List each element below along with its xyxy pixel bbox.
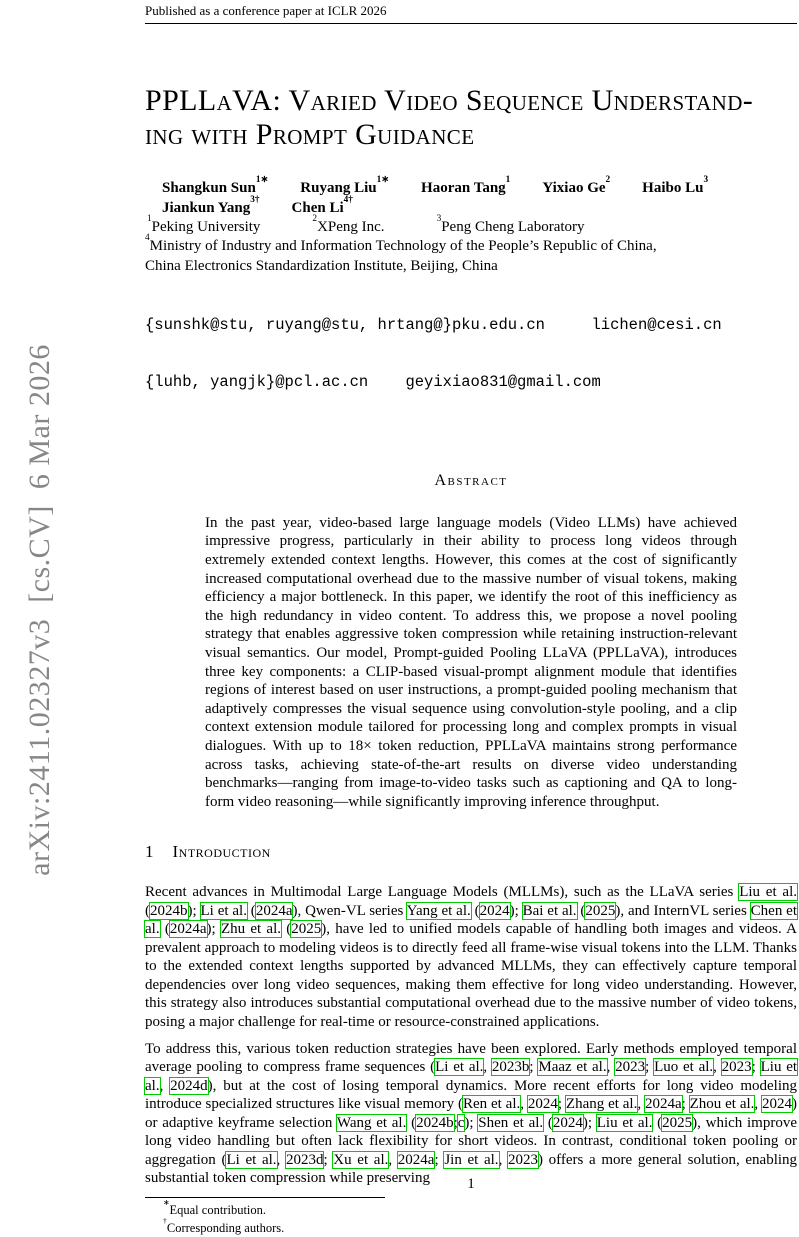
citation-link[interactable]: Xu et al. (333, 1151, 389, 1168)
abstract-heading: Abstract (434, 471, 508, 489)
citation-link[interactable]: 2023 (615, 1059, 646, 1076)
affiliation-line-3: China Electronics Standardization Institute, Beijing, China (145, 257, 498, 274)
citation-link[interactable]: Maaz et al. (538, 1059, 607, 1076)
email-line-1: {sunshk@stu, ruyang@stu, hrtang@}pku.edu.cn lichen@cesi.cn (145, 315, 722, 334)
affiliation-line-2 (145, 233, 797, 256)
citation-link[interactable]: Ren et al. (463, 1096, 521, 1113)
email-line-2: {luhb, yangjk}@pcl.ac.cn geyixiao831@gmail.com (145, 372, 601, 391)
footnote-rule (145, 1197, 385, 1198)
citation-link[interactable]: 2024 (527, 1096, 558, 1113)
citation-link[interactable]: 2023 (507, 1151, 538, 1168)
citation-link[interactable]: Li et al. (435, 1059, 484, 1076)
citation-link[interactable]: 2025 (585, 902, 616, 919)
citation-link[interactable]: 2024a (169, 921, 207, 938)
page-number: 1 (467, 1176, 475, 1192)
arxiv-watermark: arXiv:2411.02327v3 [cs.CV] 6 Mar 2026 (23, 344, 56, 876)
citation-link[interactable]: 2024b (150, 902, 188, 919)
paper-content (145, 0, 797, 1237)
citation-link[interactable]: Li et al. (200, 902, 247, 919)
citation-link[interactable]: 2024 (479, 902, 510, 919)
paper-title (145, 84, 797, 152)
abstract-text: In the past year, video-based large language models (Video LLMs) have achieved impressive progress, particularly in their ability to process long videos through extremely extended context lengths. However, this comes at the cost of significantly increased computational overhead due to the massive number of visual tokens, making efficiency a major bottleneck. In this paper, we identify the root of this inefficiency as the high redundancy in video content. To address this, we propose a novel pooling strategy that enables aggressive token compression while retaining instruction-relevant visual semantics. Our model, Prompt-guided Pooling LLaVA (PPLLaVA), introduces three key components: a CLIP-based visual-prompt alignment module that identifies regions of interest based on user instructions, a prompt-guided pooling mechanism that adaptively compresses the visual sequence using convolution-style pooling, and a clip context extension module tailored for processing long and complex prompts in visual dialogues. With up to 18× token reduction, PPLLaVA maintains strong performance across tasks, achieving state-of-the-art results on diverse video understanding benchmarks—ranging from image-to-video tasks such as captioning and QA to long-form video reasoning—while significantly improving inference throughput. (205, 514, 737, 810)
author-name: Jiankun Yang$^{3\dagger}$ (162, 195, 260, 216)
citation-link[interactable]: Liu et al. (145, 1059, 798, 1094)
citation-link[interactable]: 2024 (552, 1114, 583, 1131)
citation-link[interactable]: 2024 (762, 1096, 793, 1113)
citation-link[interactable]: 2025 (662, 1114, 693, 1131)
affiliations (145, 214, 797, 276)
author-name: Haoran Tang$^1$ (421, 175, 511, 196)
citation-link[interactable]: 2023d (285, 1151, 324, 1168)
intro-paragraph-1: Recent advances in Multimodal Large Language Models (MLLMs), such as the LLaVA series Liu et al. (2024b); Li et al. (2024a), Qwen-VL series Yang et al. (2024); Bai et al. (2025), and InternVL series Chen et al. (2024a); Zhu et al. (2025), have led to unified models capable of handling both images and videos. A prevalent approach to modeling videos is to directly feed all frame-wise visual tokens into the LLM. Thanks to the extended context lengths supported by advanced MLLMs, they can effectively capture temporal dependencies over long video sequences, making them effective for long video understanding. However, this strategy also introduces substantial computational overhead due to the massive number of video tokens, posing a major challenge for real-time or resource-constrained applications. (145, 884, 798, 1030)
affiliation-line-1: $^1$Peking University $^2$XPeng Inc. $^3$Peng Cheng Laboratory (147, 214, 585, 235)
paper-title-line-2: ing with Prompt Guidance (145, 118, 475, 151)
author-emails (145, 278, 797, 430)
citation-link[interactable]: Zhou et al. (689, 1096, 755, 1113)
citation-link[interactable]: Bai et al. (522, 902, 577, 919)
citation-link[interactable]: 2024b (416, 1114, 454, 1131)
authors-block (145, 175, 797, 218)
affiliation-sup: 4 (145, 233, 150, 244)
section-number: 1 (145, 842, 154, 862)
citation-link[interactable]: Yang et al. (406, 902, 471, 919)
author-name: Ruyang Liu$^{1∗}$ (300, 175, 390, 196)
citation-link[interactable]: Li et al. (226, 1151, 277, 1168)
paper-title-line-1: PPLLaVA: Varied Video Sequence Understand- (145, 84, 754, 117)
citation-link[interactable]: Wang et al. (336, 1114, 407, 1131)
intro-paragraph-2: To address this, various token reduction strategies have been explored. Early methods employed temporal average pooling to compress frame sequences (Li et al., 2023b; Maaz et al., 2023; Luo et al., 2023; Liu et al., 2024d), but at the cost of losing temporal dynamics. More recent efforts for long video modeling introduce specialized structures like visual memory (Ren et al., 2024; Zhang et al., 2024a; Zhou et al., 2024) or adaptive keyframe selection Wang et al. (2024b;c); Shen et al. (2024); Liu et al. (2025), which improve long video handling but often lack flexibility for short videos. In contrast, conditional token pooling or aggregation (Li et al., 2023d; Xu et al., 2024a; Jin et al., 2023) offers a more general solution, enabling substantial token compression while preserving (145, 1040, 798, 1187)
citation-link[interactable]: 2025 (291, 921, 322, 938)
citation-link[interactable]: Chen et al. (145, 902, 797, 938)
citation-link[interactable]: 2024a (397, 1151, 435, 1168)
author-name: Chen $Li^{4\dagger}$ (291, 195, 353, 216)
citation-link[interactable]: Liu et al. (596, 1114, 653, 1131)
section-title: Introduction (172, 842, 271, 862)
citation-link[interactable]: c (457, 1114, 465, 1131)
author-name: Yixiao Ge$^2$ (542, 175, 611, 196)
running-header: Published as a conference paper at ICLR 2026 (145, 0, 797, 24)
authors-row-2 (162, 195, 797, 218)
citation-link[interactable]: 2024d (170, 1077, 208, 1094)
footnote: ∗Equal contribution. (163, 1198, 267, 1217)
citation-link[interactable]: 2024a (644, 1096, 682, 1113)
footnote: †Corresponding authors. (163, 1216, 285, 1235)
author-name: Haibo Lu$^3$ (642, 175, 709, 196)
footnotes (145, 1198, 797, 1237)
citation-link[interactable]: 2023b (491, 1059, 530, 1076)
citation-link[interactable]: Shen et al. (478, 1114, 544, 1131)
citation-link[interactable]: 2023 (721, 1059, 752, 1076)
section-heading-introduction (145, 841, 797, 862)
citation-link[interactable]: Zhu et al. (220, 921, 282, 938)
affiliation-line-2-text: Ministry of Industry and Information Technology of the People’s Republic of China, (149, 238, 657, 255)
citation-link[interactable]: Liu et al. (739, 884, 798, 901)
author-name: Shangkun Sun$^{1∗}$ (162, 175, 269, 196)
citation-link[interactable]: Jin et al. (444, 1151, 499, 1168)
citation-link[interactable]: 2024a (255, 902, 293, 919)
citation-link[interactable]: Luo et al. (654, 1059, 714, 1076)
citation-link[interactable]: Zhang et al. (565, 1096, 638, 1113)
